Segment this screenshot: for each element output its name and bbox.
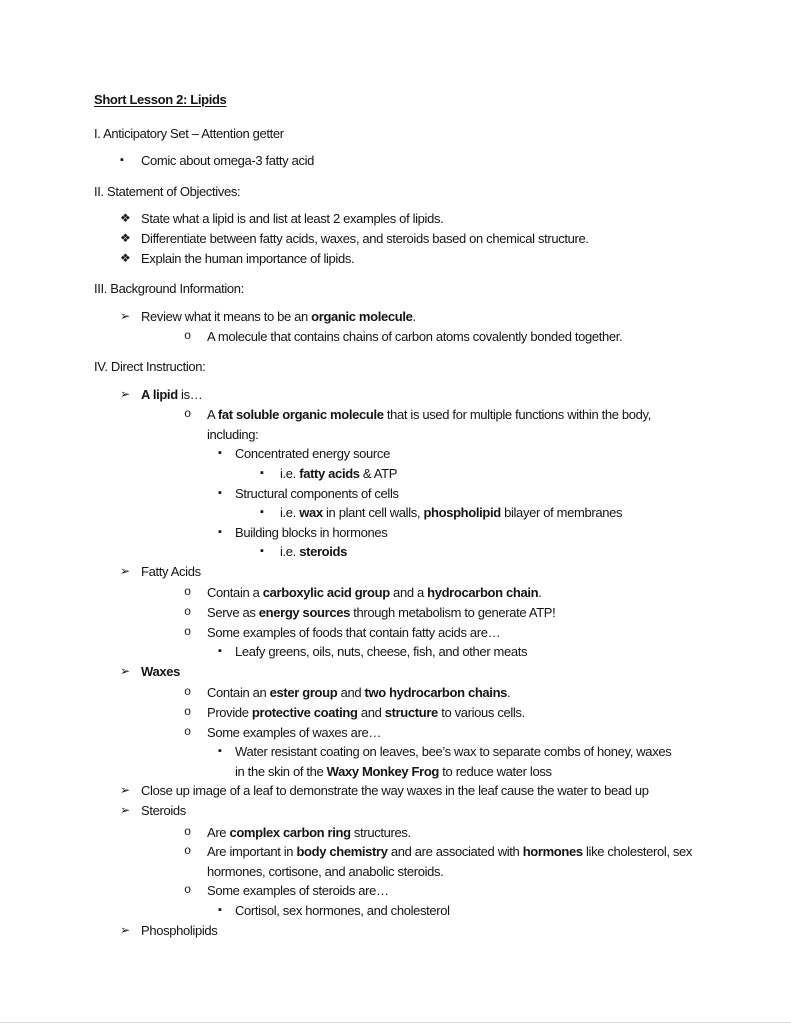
square-bullet-icon: ▪ <box>218 486 222 499</box>
list-item-waxes <box>0 662 791 682</box>
page-bottom-edge <box>0 1022 791 1023</box>
arrow-bullet-icon: ➢ <box>120 922 130 937</box>
text-run: Concentrated energy source <box>235 446 390 462</box>
circle-bullet-icon: o <box>184 329 191 344</box>
text-run: Water resistant coating on leaves, bee’s wax to separate combs of honey, waxes <box>235 744 672 760</box>
text-run: fatty acids <box>299 465 360 481</box>
list-item <box>0 583 791 603</box>
list-item <box>0 742 791 781</box>
list-item <box>0 703 791 723</box>
list-item-phospholipids <box>0 921 791 941</box>
text-run: energy sources <box>258 605 350 621</box>
text-run: to various cells. <box>437 705 525 721</box>
text-run: and <box>337 685 365 701</box>
section-heading-direct-instruction <box>0 357 791 377</box>
text-run: . <box>412 308 416 324</box>
list-item <box>0 542 791 562</box>
arrow-bullet-icon: ➢ <box>120 563 130 578</box>
text-run: Phospholipids <box>141 922 218 938</box>
text-run: I. Anticipatory Set – Attention getter <box>94 125 284 141</box>
text-run: Contain an <box>207 685 270 701</box>
text-run: fat soluble organic molecule <box>217 407 384 423</box>
text-run: Close up image of a leaf to demonstrate the way waxes in the leaf cause the water to bead up <box>141 783 649 799</box>
text-run: wax <box>299 505 323 521</box>
list-item <box>0 484 791 504</box>
arrow-bullet-icon: ➢ <box>120 783 130 798</box>
list-item <box>0 881 791 901</box>
text-run: Fatty Acids <box>141 563 201 579</box>
text-run: Cortisol, sex hormones, and cholesterol <box>235 902 450 918</box>
text-run: carboxylic acid group <box>262 585 390 601</box>
arrow-bullet-icon: ➢ <box>120 308 130 323</box>
text-run: Waxes <box>141 663 180 679</box>
text-run: A molecule that contains chains of carbon atoms covalently bonded together. <box>207 329 623 345</box>
text-run: Are <box>207 824 230 840</box>
text-run: i.e. <box>280 544 300 560</box>
text-run: Some examples of steroids are… <box>207 883 389 899</box>
text-run: A <box>207 407 218 423</box>
text-run: steroids <box>299 544 347 560</box>
list-item <box>0 603 791 623</box>
list-item <box>0 823 791 843</box>
text-run: . <box>538 585 542 601</box>
text-run: in the skin of the <box>235 763 327 779</box>
list-item <box>0 405 791 444</box>
square-bullet-icon: ▪ <box>218 447 222 460</box>
text-run: is… <box>177 386 203 402</box>
section-heading-background <box>0 279 791 299</box>
list-item <box>0 901 791 921</box>
text-run: State what a lipid is and list at least 2 examples of lipids. <box>141 211 444 227</box>
text-run: like cholesterol, sex <box>582 844 693 860</box>
list-item <box>0 623 791 643</box>
text-run: Serve as <box>207 605 259 621</box>
arrow-bullet-icon: ➢ <box>120 803 130 817</box>
text-run: Are important in <box>207 844 297 860</box>
circle-bullet-icon: o <box>184 883 191 898</box>
text-run: Waxy Monkey Frog <box>326 763 440 779</box>
text-run: i.e. <box>280 505 300 521</box>
text-run: to reduce water loss <box>439 763 552 779</box>
list-item <box>0 385 791 405</box>
circle-bullet-icon: o <box>184 685 191 700</box>
text-run: in plant cell walls, <box>322 505 424 521</box>
text-run: & ATP <box>359 465 398 481</box>
text-run: A lipid <box>141 386 178 402</box>
circle-bullet-icon: o <box>184 605 191 620</box>
diamond-bullet-icon: ❖ <box>120 211 131 226</box>
text-run: complex carbon ring <box>229 824 351 840</box>
square-bullet-icon: ▪ <box>260 545 264 558</box>
list-item <box>0 503 791 523</box>
text-run: and a <box>389 585 428 601</box>
text-run: including: <box>207 426 259 442</box>
arrow-bullet-icon: ➢ <box>120 663 130 678</box>
circle-bullet-icon: o <box>184 824 191 839</box>
text-run: Differentiate between fatty acids, waxes, and steroids based on chemical structure. <box>141 230 589 246</box>
text-run: protective coating <box>251 705 358 721</box>
square-bullet-icon: ▪ <box>218 525 222 538</box>
text-run: Contain a <box>207 585 263 601</box>
text-run: Building blocks in hormones <box>235 524 388 540</box>
text-run: bilayer of membranes <box>500 505 623 521</box>
arrow-bullet-icon: ➢ <box>120 386 130 401</box>
list-item <box>0 642 791 662</box>
text-run: II. Statement of Objectives: <box>94 183 241 199</box>
square-bullet-icon: ▪ <box>218 745 222 758</box>
circle-bullet-icon: o <box>184 585 191 600</box>
list-item-steroids <box>0 801 791 821</box>
list-item <box>0 444 791 464</box>
text-run: Comic about omega-3 fatty acid <box>141 153 315 169</box>
list-item-fatty-acids <box>0 562 791 582</box>
text-run: Structural components of cells <box>235 485 399 501</box>
list-item <box>0 781 791 801</box>
text-run: body chemistry <box>296 844 388 860</box>
text-run: Some examples of foods that contain fatty acids are… <box>207 624 501 640</box>
text-run: and are associated with <box>387 844 523 860</box>
document-title <box>0 90 791 110</box>
text-run: and <box>357 705 385 721</box>
square-bullet-icon: ▪ <box>260 506 264 519</box>
list-item <box>0 723 791 743</box>
list-item <box>0 464 791 484</box>
section-heading-anticipatory-set <box>0 124 791 144</box>
text-run: structure <box>384 705 438 721</box>
text-run: organic molecule <box>311 308 413 324</box>
list-item <box>0 229 791 249</box>
text-run: III. Background Information: <box>94 281 244 297</box>
list-item <box>0 523 791 543</box>
text-run: ester group <box>269 685 338 701</box>
text-run: hydrocarbon chain <box>427 585 539 601</box>
text-run: i.e. <box>280 465 300 481</box>
circle-bullet-icon: o <box>184 705 191 720</box>
text-run: Explain the human importance of lipids. <box>141 250 355 266</box>
text-run: Steroids <box>141 803 186 818</box>
list-item <box>0 683 791 703</box>
circle-bullet-icon: o <box>184 724 191 739</box>
circle-bullet-icon: o <box>184 844 191 859</box>
text-run: Some examples of waxes are… <box>207 724 382 740</box>
square-bullet-icon: ▪ <box>120 154 124 167</box>
text-run: hormones <box>522 844 583 860</box>
text-run: hormones, cortisone, and anabolic steroids. <box>207 863 444 879</box>
square-bullet-icon: ▪ <box>260 466 264 479</box>
square-bullet-icon: ▪ <box>218 645 222 658</box>
list-item <box>0 327 791 347</box>
text-run: Review what it means to be an <box>141 308 312 324</box>
text-run: Short Lesson 2: Lipids <box>94 92 227 107</box>
text-run: . <box>507 685 511 701</box>
text-run: Leafy greens, oils, nuts, cheese, fish, and other meats <box>235 644 528 660</box>
list-item <box>0 842 791 881</box>
text-run: structures. <box>350 824 411 840</box>
text-run: two hydrocarbon chains <box>364 685 508 701</box>
square-bullet-icon: ▪ <box>218 903 222 916</box>
section-heading-objectives <box>0 182 791 202</box>
text-run: through metabolism to generate ATP! <box>349 605 556 621</box>
text-run: phospholipid <box>423 505 501 521</box>
list-item <box>0 151 791 171</box>
text-run: that is used for multiple functions within the body, <box>383 407 651 423</box>
circle-bullet-icon: o <box>184 624 191 639</box>
text-run: IV. Direct Instruction: <box>94 358 206 374</box>
circle-bullet-icon: o <box>184 407 191 422</box>
list-item <box>0 307 791 327</box>
list-item <box>0 209 791 229</box>
list-item <box>0 249 791 269</box>
diamond-bullet-icon: ❖ <box>120 230 131 245</box>
diamond-bullet-icon: ❖ <box>120 250 131 265</box>
text-run: Provide <box>207 705 252 721</box>
